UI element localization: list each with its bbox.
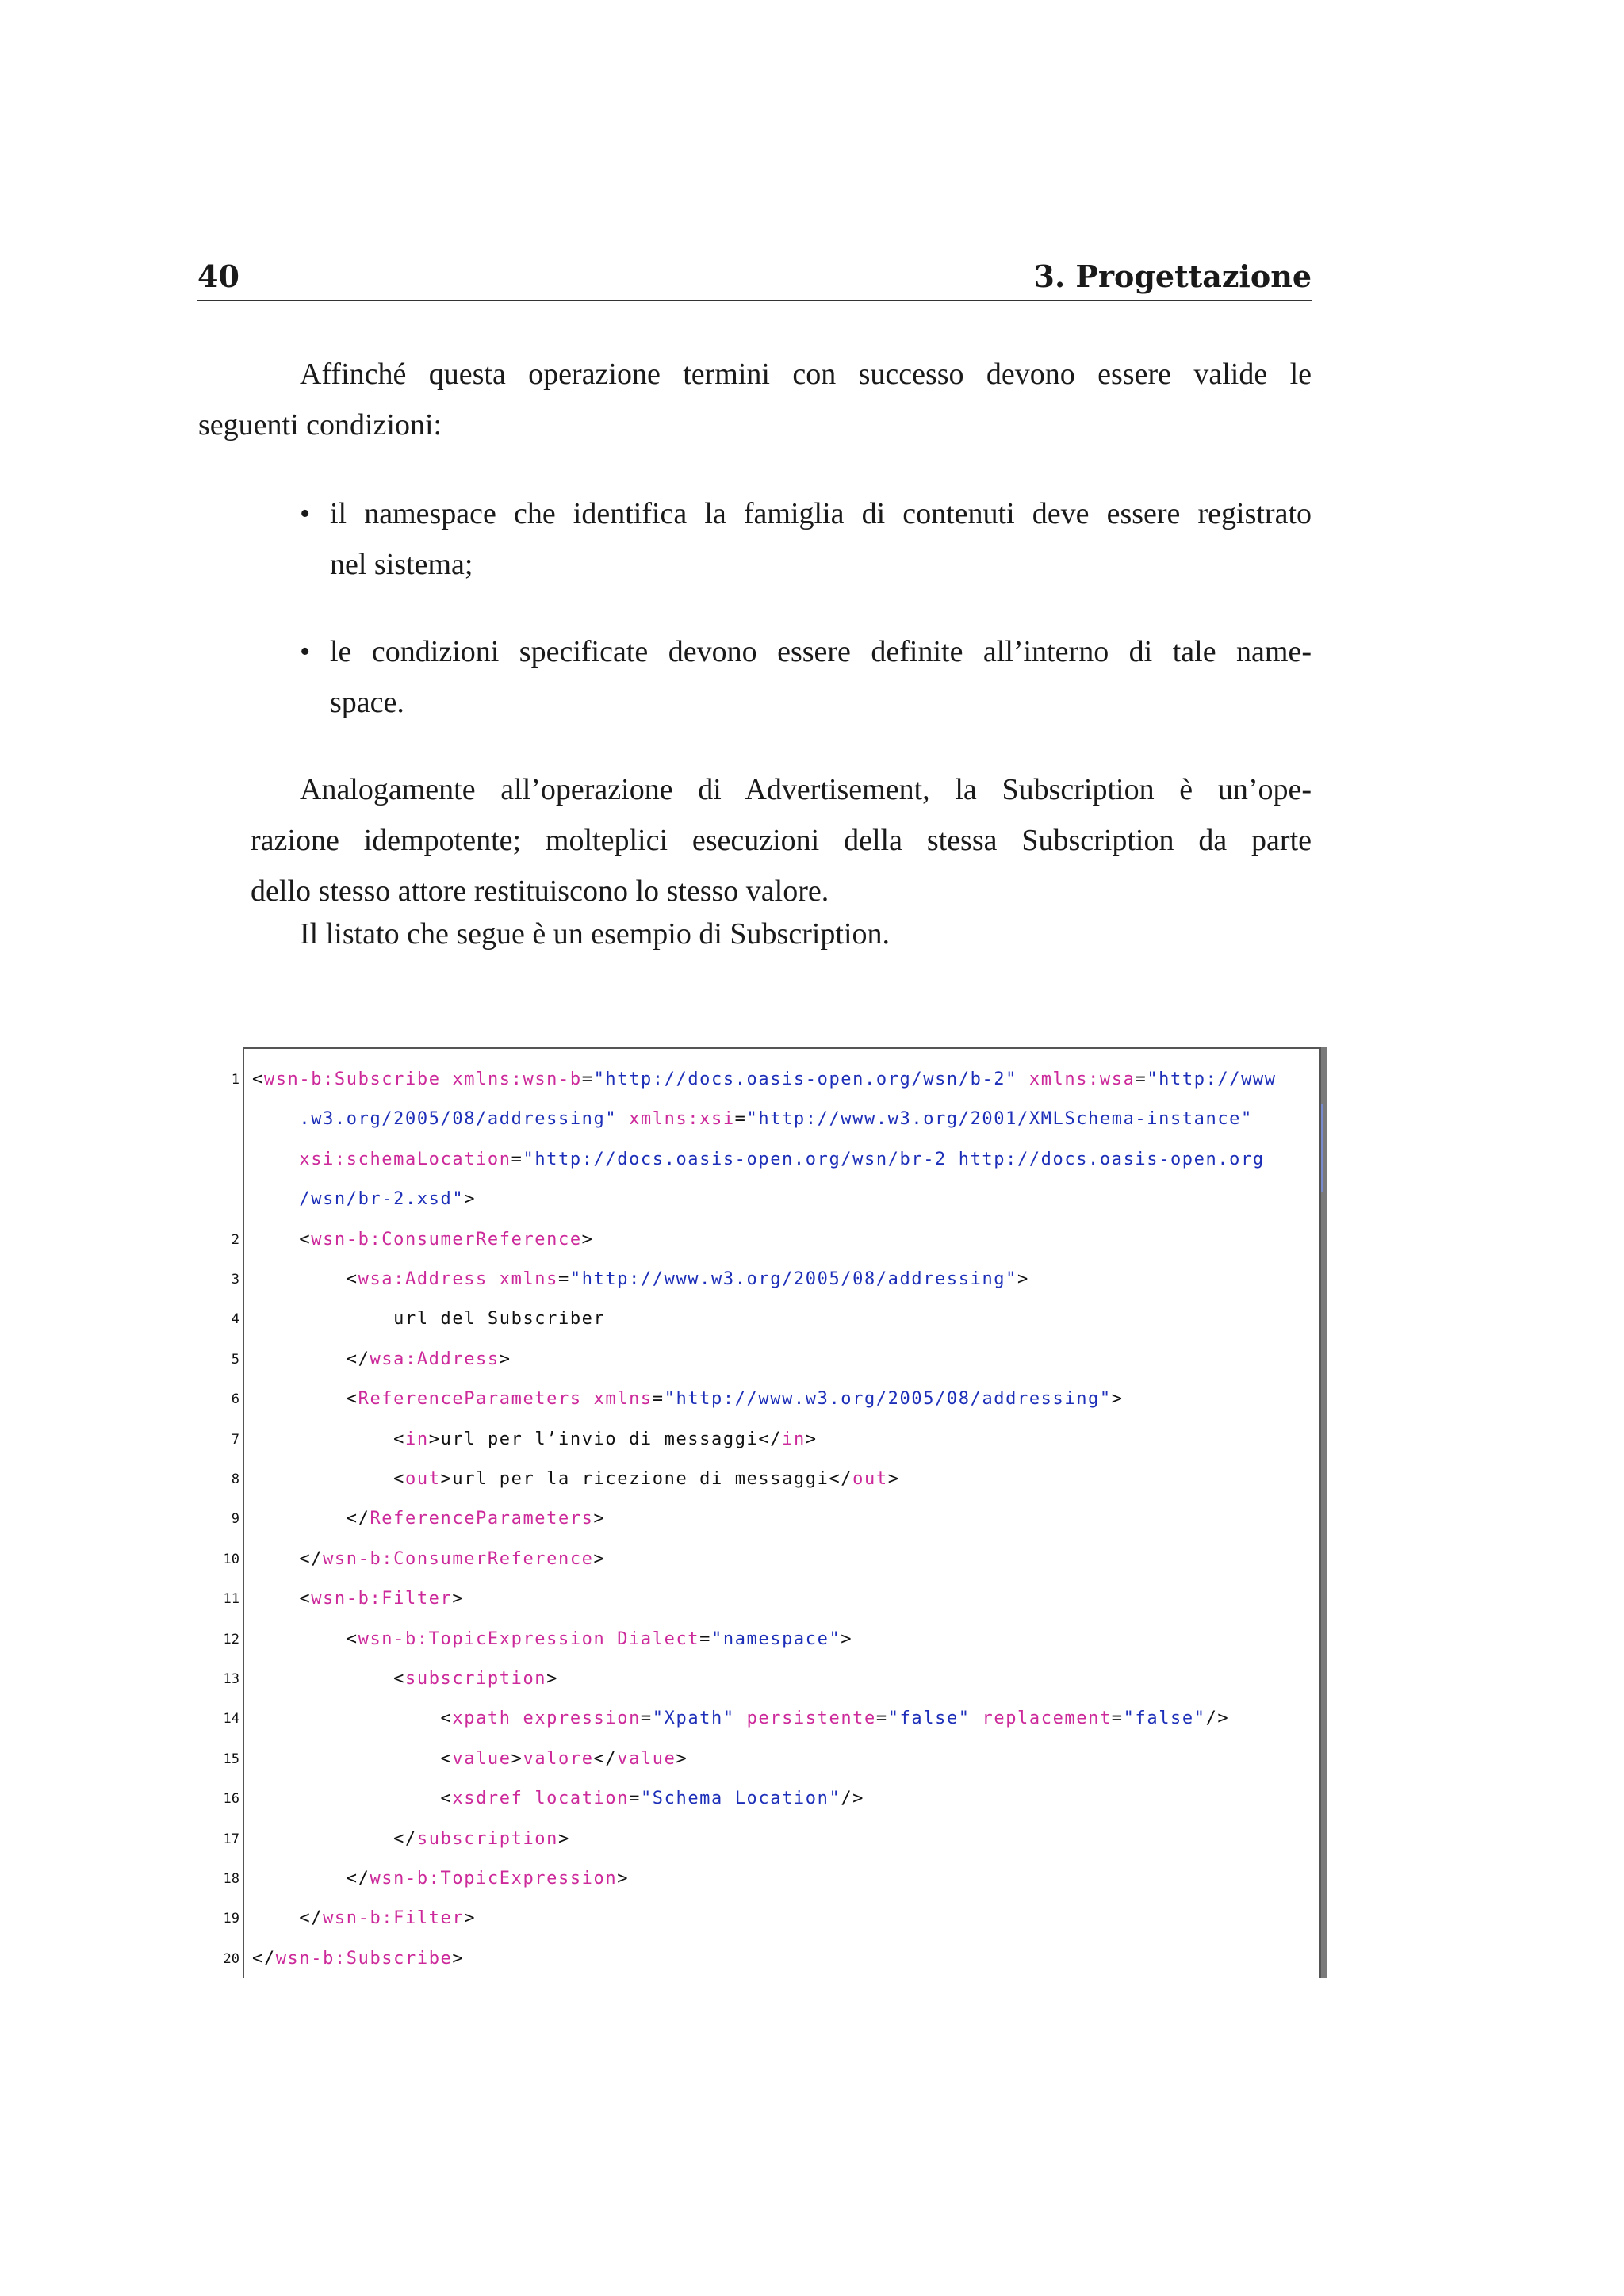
code-token: < — [252, 1709, 453, 1729]
code-content — [252, 1260, 1029, 1299]
bullet-1-line-2: nel sistema; — [330, 548, 473, 581]
code-token: = — [629, 1789, 641, 1809]
code-token: ReferenceParameters — [358, 1389, 582, 1410]
line-number: 2 — [231, 1231, 239, 1248]
code-token: value — [617, 1748, 676, 1769]
code-token: > — [546, 1669, 559, 1689]
code-token: xmlns:xsi — [629, 1109, 735, 1130]
code-line — [223, 1739, 1320, 1779]
code-token: > — [558, 1828, 570, 1849]
code-token: > — [452, 1589, 465, 1609]
listing-intro-paragraph — [300, 909, 1312, 959]
code-content — [252, 1180, 476, 1219]
code-token — [511, 1709, 523, 1728]
code-token: < — [252, 1789, 453, 1809]
code-content — [252, 1939, 464, 1979]
line-number: 11 — [223, 1591, 239, 1608]
code-line — [231, 1420, 1320, 1460]
line-number: 18 — [223, 1871, 239, 1887]
page-header — [197, 255, 1312, 301]
code-token: replacement — [982, 1709, 1112, 1729]
code-content — [252, 1140, 1265, 1180]
code-token: "http://www.w3.org/2005/08/addressing" — [664, 1389, 1112, 1410]
code-token: = — [511, 1149, 523, 1169]
code-token: url per l’invio di messaggi — [440, 1429, 759, 1449]
line-number: 7 — [231, 1431, 239, 1448]
code-token: < — [252, 1429, 405, 1449]
line-number: 16 — [223, 1791, 239, 1808]
code-content — [252, 1060, 1277, 1100]
listing-scroll-indicator — [1321, 1104, 1323, 1192]
code-line — [231, 1220, 1320, 1260]
code-line — [223, 1699, 1320, 1739]
code-token: </ — [252, 1828, 417, 1849]
code-token: wsn-b:TopicExpression — [358, 1628, 606, 1649]
code-token: > — [464, 1908, 477, 1929]
code-line — [244, 1180, 1320, 1219]
code-token: xmlns:wsn-b — [452, 1070, 582, 1089]
code-token: < — [252, 1469, 405, 1489]
code-line — [244, 1100, 1320, 1139]
code-token: > — [581, 1229, 594, 1249]
code-line — [223, 1859, 1320, 1899]
code-line — [231, 1260, 1320, 1299]
code-token: = — [581, 1070, 594, 1089]
code-token: wsn-b:ConsumerReference — [311, 1229, 582, 1249]
bullet-2-line-2: space. — [330, 686, 404, 719]
code-line — [244, 1140, 1320, 1180]
line-number: 6 — [231, 1391, 239, 1408]
code-content — [252, 1899, 476, 1938]
code-token: </ — [252, 1948, 276, 1969]
code-token: url per la ricezione di messaggi — [452, 1469, 829, 1489]
code-token: /> — [1205, 1709, 1230, 1729]
code-token: in — [782, 1429, 806, 1449]
code-line — [223, 1899, 1320, 1938]
code-token: expression — [523, 1709, 641, 1729]
code-token: = — [1135, 1070, 1147, 1089]
code-token: .w3.org/2005/08/addressing" — [252, 1109, 618, 1130]
code-token — [605, 1629, 617, 1649]
code-line — [231, 1380, 1320, 1419]
code-token: > — [452, 1948, 465, 1969]
code-line — [231, 1299, 1320, 1339]
code-token: = — [1111, 1709, 1124, 1729]
code-line — [231, 1460, 1320, 1499]
code-token: xmlns — [593, 1389, 653, 1410]
code-token: > — [499, 1349, 511, 1369]
intro-paragraph — [198, 349, 1312, 450]
code-token: subscription — [405, 1669, 547, 1689]
code-token: = — [875, 1709, 888, 1729]
code-token: > — [593, 1509, 606, 1529]
code-token: xsi:schemaLocation — [299, 1149, 511, 1169]
line-number: 19 — [223, 1911, 239, 1927]
code-token: = — [734, 1109, 747, 1130]
code-content — [252, 1820, 570, 1859]
code-token: "http://www — [1147, 1070, 1277, 1089]
code-token: > — [887, 1469, 900, 1489]
code-line — [223, 1620, 1320, 1659]
code-content — [252, 1859, 629, 1899]
code-content — [252, 1420, 818, 1460]
line-number: 10 — [223, 1551, 239, 1567]
code-token: "namespace" — [711, 1628, 841, 1649]
code-token: wsn-b:Filter — [323, 1908, 465, 1929]
line-number: 3 — [231, 1272, 239, 1288]
code-token — [523, 1789, 534, 1808]
code-line — [223, 1540, 1320, 1579]
code-token — [617, 1109, 629, 1129]
code-content — [252, 1299, 605, 1339]
code-line — [231, 1060, 1320, 1100]
code-token: "false" — [887, 1709, 971, 1729]
code-token: > — [617, 1869, 630, 1888]
code-token: </ — [252, 1349, 370, 1369]
code-token: = — [558, 1269, 570, 1289]
code-token: </ — [829, 1469, 853, 1489]
code-token: > — [676, 1748, 688, 1769]
code-token: wsn-b:Subscribe — [263, 1070, 441, 1089]
code-content — [252, 1579, 464, 1619]
chapter-title: 3. Progettazione — [1033, 258, 1312, 294]
code-token: url del Subscriber — [252, 1309, 606, 1330]
code-token: wsn-b:Subscribe — [275, 1948, 453, 1969]
code-token: = — [652, 1389, 665, 1410]
code-token: </ — [252, 1548, 324, 1569]
code-token: out — [405, 1469, 441, 1489]
code-token: > — [593, 1548, 606, 1569]
page-number: 40 — [197, 258, 239, 294]
intro-line-2: seguenti condizioni: — [198, 408, 442, 442]
code-line — [223, 1659, 1320, 1699]
code-line — [231, 1340, 1320, 1380]
code-token — [971, 1709, 982, 1728]
para2-line-2: razione idempotente; molteplici esecuzioni della stessa Subscription da parte — [251, 824, 1312, 857]
code-content — [252, 1540, 605, 1579]
code-token: < — [252, 1070, 264, 1089]
code-token — [252, 1150, 299, 1169]
code-token — [488, 1269, 500, 1289]
code-token — [582, 1389, 594, 1409]
code-token: > — [511, 1748, 523, 1769]
code-line — [223, 1579, 1320, 1619]
code-token: wsa:Address — [370, 1349, 500, 1369]
code-token: "http://docs.oasis-open.org/wsn/br-2 http://docs.oasis-open.org — [523, 1149, 1265, 1169]
code-token: valore — [523, 1748, 594, 1769]
code-token: > — [440, 1469, 453, 1489]
code-content — [252, 1699, 1229, 1739]
bullet-dot: • — [300, 497, 311, 530]
code-token: xmlns:wsa — [1028, 1070, 1136, 1089]
code-token: < — [252, 1229, 312, 1249]
code-token: "Xpath" — [652, 1709, 735, 1729]
intro-line-1: Affinché questa operazione termini con successo devono essere valide le — [300, 358, 1312, 391]
code-token: location — [534, 1789, 630, 1809]
code-token: xpath — [452, 1709, 511, 1729]
code-token: value — [452, 1748, 511, 1769]
line-number: 12 — [223, 1631, 239, 1647]
code-token: > — [428, 1429, 441, 1449]
line-number: 20 — [223, 1950, 239, 1967]
code-token: > — [1017, 1269, 1029, 1289]
bullet-item-namespace — [300, 488, 1312, 591]
code-token: "http://docs.oasis-open.org/wsn/b-2" — [593, 1070, 1017, 1089]
line-number: 14 — [223, 1711, 239, 1728]
code-token: > — [805, 1429, 818, 1449]
code-content — [252, 1340, 511, 1380]
code-content — [252, 1460, 900, 1499]
code-token: in — [405, 1429, 429, 1449]
code-token: Dialect — [617, 1628, 700, 1649]
code-token: "http://www.w3.org/2001/XMLSchema-instance" — [746, 1109, 1253, 1130]
code-token: = — [640, 1709, 653, 1729]
code-token: persistente — [746, 1709, 876, 1729]
code-content — [252, 1100, 1253, 1139]
code-token: < — [252, 1589, 312, 1609]
code-token — [441, 1070, 453, 1089]
line-number: 5 — [231, 1351, 239, 1368]
code-token: < — [252, 1389, 358, 1410]
line-number: 4 — [231, 1311, 239, 1328]
code-token: < — [252, 1748, 453, 1769]
code-token: wsa:Address — [358, 1269, 488, 1289]
bullet-1-line-1: il namespace che identifica la famiglia di contenuti deve essere registrato — [330, 497, 1312, 530]
code-line — [223, 1779, 1320, 1819]
bullet-item-conditions — [300, 626, 1312, 729]
code-content — [252, 1739, 688, 1779]
code-content — [252, 1659, 558, 1699]
code-token: > — [464, 1189, 477, 1210]
code-token: = — [699, 1628, 711, 1649]
code-token — [735, 1709, 747, 1728]
line-number: 1 — [231, 1072, 239, 1088]
code-token: /> — [841, 1789, 865, 1809]
line-number: 8 — [231, 1471, 239, 1487]
line-number: 13 — [223, 1671, 239, 1687]
code-listing — [223, 1047, 1321, 1978]
code-token: </ — [758, 1429, 783, 1449]
code-token: "http://www.w3.org/2005/08/addressing" — [569, 1269, 1017, 1289]
para3-line-1: Il listato che segue è un esempio di Subscription. — [300, 917, 891, 951]
code-token: wsn-b:TopicExpression — [370, 1869, 618, 1888]
subscription-paragraph — [251, 764, 1312, 916]
code-content — [252, 1220, 594, 1260]
line-number: 17 — [223, 1831, 239, 1847]
code-token: </ — [593, 1748, 618, 1769]
code-token: xsdref — [452, 1789, 523, 1809]
line-number: 9 — [231, 1511, 239, 1528]
code-token: </ — [252, 1869, 370, 1888]
code-token: xmlns — [499, 1269, 558, 1289]
para2-line-3: dello stesso attore restituiscono lo stesso valore. — [251, 874, 829, 908]
code-content — [252, 1499, 605, 1539]
code-token: < — [252, 1669, 405, 1689]
code-line — [223, 1939, 1320, 1979]
bullet-dot: • — [300, 635, 311, 668]
code-content — [252, 1779, 864, 1819]
code-token: > — [1111, 1389, 1124, 1410]
code-token: "Schema Location" — [640, 1789, 841, 1809]
code-content — [252, 1380, 1124, 1419]
code-token: out — [852, 1469, 888, 1489]
code-content — [252, 1620, 852, 1659]
code-token: </ — [252, 1509, 370, 1529]
line-number: 15 — [223, 1751, 239, 1767]
code-token: subscription — [416, 1828, 558, 1849]
code-token: wsn-b:ConsumerReference — [323, 1548, 594, 1569]
para2-line-1: Analogamente all’operazione di Advertisement, la Subscription è un’ope- — [300, 773, 1312, 806]
code-token: < — [252, 1269, 358, 1289]
code-token — [1017, 1070, 1029, 1089]
code-token: < — [252, 1628, 358, 1649]
code-token: wsn-b:Filter — [311, 1589, 453, 1609]
code-token: </ — [252, 1908, 324, 1929]
code-line — [231, 1499, 1320, 1539]
code-line — [223, 1820, 1320, 1859]
code-token: /wsn/br-2.xsd" — [252, 1189, 465, 1210]
bullet-2-line-1: le condizioni specificate devono essere definite all’interno di tale name- — [330, 635, 1312, 668]
code-token: > — [841, 1628, 853, 1649]
code-token: ReferenceParameters — [370, 1509, 594, 1529]
code-token: "false" — [1123, 1709, 1206, 1729]
